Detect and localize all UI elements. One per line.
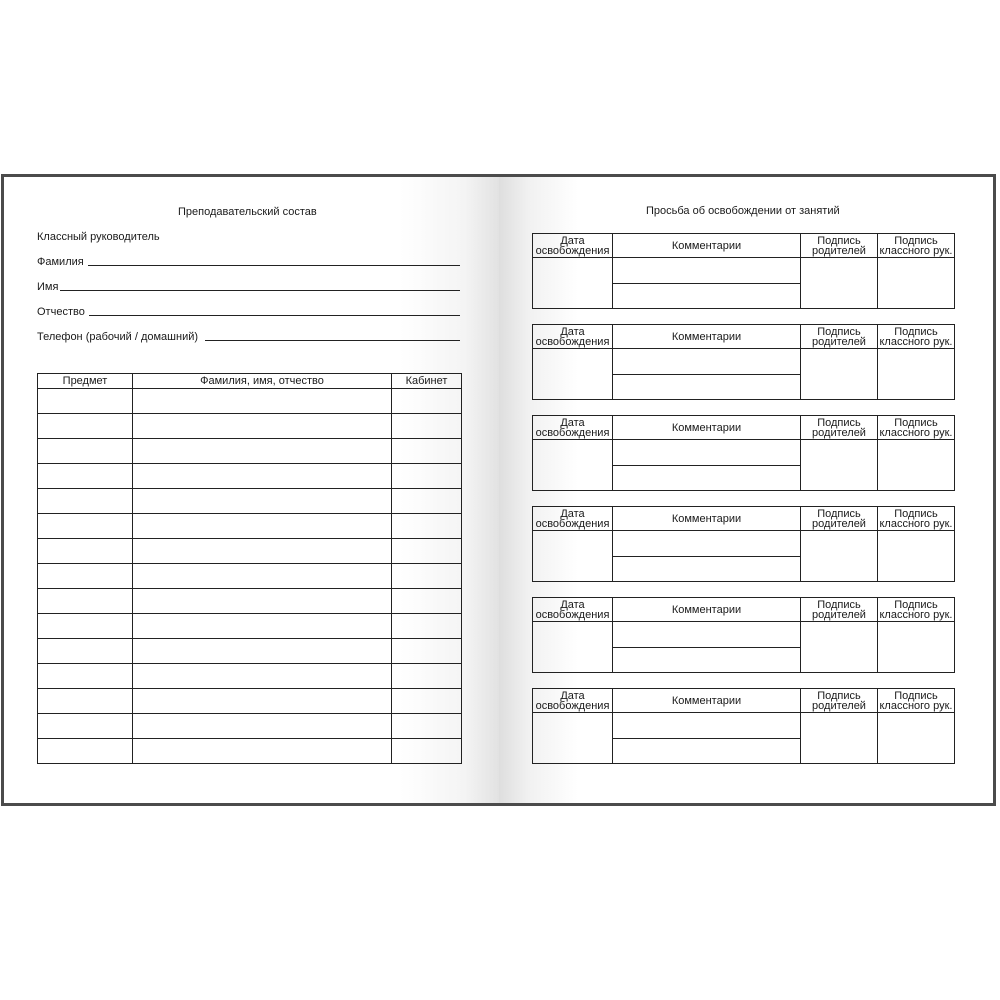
teacher-signature-line1: Подпись	[894, 507, 938, 520]
comment-cell[interactable]	[613, 258, 801, 283]
parent-signature-header	[801, 689, 878, 713]
teacher-signature-header	[878, 598, 955, 622]
teacher-signature-header	[878, 325, 955, 349]
table-row	[38, 389, 462, 414]
release-request-block	[532, 233, 955, 309]
date-header-line1: Дата	[560, 416, 585, 429]
subject-cell[interactable]	[38, 389, 133, 414]
room-cell[interactable]	[392, 464, 462, 489]
table-header-row	[38, 374, 462, 389]
class-teacher-label: Классный руководитель	[37, 231, 160, 243]
comments-header: Комментарии	[613, 325, 801, 349]
date-cell[interactable]	[533, 713, 613, 764]
left-page-title: Преподавательский состав	[178, 206, 317, 218]
name-label: Имя	[37, 281, 59, 293]
date-header-line2: освобождения	[535, 608, 610, 621]
date-header	[533, 234, 613, 258]
room-cell[interactable]	[392, 589, 462, 614]
date-header-line1: Дата	[560, 507, 585, 520]
date-header-line1: Дата	[560, 598, 585, 611]
subject-cell[interactable]	[38, 714, 133, 739]
room-cell[interactable]	[392, 539, 462, 564]
teacher-signature-cell[interactable]	[878, 713, 955, 764]
table-row	[38, 414, 462, 439]
fullname-cell[interactable]	[133, 664, 392, 689]
comment-cell[interactable]	[613, 531, 801, 556]
name-field-line[interactable]	[60, 290, 460, 291]
fullname-cell[interactable]	[133, 739, 392, 764]
date-cell[interactable]	[533, 349, 613, 400]
room-cell[interactable]	[392, 689, 462, 714]
patronymic-field-line[interactable]	[89, 315, 460, 316]
comments-header: Комментарии	[613, 234, 801, 258]
fullname-cell[interactable]	[133, 389, 392, 414]
subject-cell[interactable]	[38, 489, 133, 514]
comments-header: Комментарии	[613, 689, 801, 713]
subject-cell[interactable]	[38, 689, 133, 714]
comment-cell[interactable]	[613, 283, 801, 308]
fullname-cell[interactable]	[133, 439, 392, 464]
table-row	[38, 614, 462, 639]
parent-signature-cell[interactable]	[801, 349, 878, 400]
parent-signature-line1: Подпись	[817, 507, 861, 520]
column-header-subject: Предмет	[38, 374, 133, 389]
teacher-signature-line1: Подпись	[894, 325, 938, 338]
teacher-signature-cell[interactable]	[878, 258, 955, 309]
room-cell[interactable]	[392, 714, 462, 739]
table-row	[38, 439, 462, 464]
fullname-cell[interactable]	[133, 639, 392, 664]
surname-field-line[interactable]	[88, 265, 460, 266]
parent-signature-line2: родителей	[812, 699, 866, 712]
date-header	[533, 689, 613, 713]
release-request-block	[532, 324, 955, 400]
teacher-signature-line2: классного рук.	[879, 335, 953, 348]
date-cell[interactable]	[533, 258, 613, 309]
teacher-signature-line1: Подпись	[894, 234, 938, 247]
subject-cell[interactable]	[38, 589, 133, 614]
fullname-cell[interactable]	[133, 564, 392, 589]
subject-cell[interactable]	[38, 539, 133, 564]
column-header-fullname: Фамилия, имя, отчество	[133, 374, 392, 389]
table-row	[38, 639, 462, 664]
teacher-signature-line2: классного рук.	[879, 608, 953, 621]
fullname-cell[interactable]	[133, 539, 392, 564]
subject-cell[interactable]	[38, 514, 133, 539]
date-header	[533, 325, 613, 349]
release-request-block	[532, 415, 955, 491]
right-page-title: Просьба об освобождении от занятий	[646, 205, 840, 217]
comment-cell[interactable]	[613, 349, 801, 374]
comment-cell[interactable]	[613, 647, 801, 672]
date-cell[interactable]	[533, 622, 613, 673]
teacher-signature-line2: классного рук.	[879, 244, 953, 257]
teacher-signature-cell[interactable]	[878, 349, 955, 400]
parent-signature-header	[801, 598, 878, 622]
table-row	[38, 489, 462, 514]
fullname-cell[interactable]	[133, 414, 392, 439]
date-header	[533, 598, 613, 622]
parent-signature-line1: Подпись	[817, 416, 861, 429]
parent-signature-header	[801, 507, 878, 531]
room-cell[interactable]	[392, 489, 462, 514]
date-header-line1: Дата	[560, 689, 585, 702]
table-row	[38, 739, 462, 764]
fullname-cell[interactable]	[133, 464, 392, 489]
date-header	[533, 507, 613, 531]
parent-signature-line2: родителей	[812, 608, 866, 621]
room-cell[interactable]	[392, 614, 462, 639]
phone-label: Телефон (рабочий / домашний)	[37, 331, 199, 343]
table-row	[38, 539, 462, 564]
teacher-signature-line1: Подпись	[894, 598, 938, 611]
surname-label: Фамилия	[37, 256, 84, 268]
room-cell[interactable]	[392, 414, 462, 439]
fullname-cell[interactable]	[133, 714, 392, 739]
room-cell[interactable]	[392, 514, 462, 539]
date-cell[interactable]	[533, 440, 613, 491]
table-row	[38, 689, 462, 714]
parent-signature-header	[801, 416, 878, 440]
parent-signature-cell[interactable]	[801, 440, 878, 491]
teacher-signature-line1: Подпись	[894, 416, 938, 429]
parent-signature-cell[interactable]	[801, 622, 878, 673]
subject-cell[interactable]	[38, 614, 133, 639]
parent-signature-cell[interactable]	[801, 713, 878, 764]
parent-signature-header	[801, 325, 878, 349]
parent-signature-line2: родителей	[812, 335, 866, 348]
parent-signature-cell[interactable]	[801, 258, 878, 309]
comment-cell[interactable]	[613, 713, 801, 738]
date-header-line1: Дата	[560, 325, 585, 338]
comment-cell[interactable]	[613, 374, 801, 399]
parent-signature-line1: Подпись	[817, 234, 861, 247]
parent-signature-line2: родителей	[812, 517, 866, 530]
teacher-signature-cell[interactable]	[878, 622, 955, 673]
comment-cell[interactable]	[613, 465, 801, 490]
subject-cell[interactable]	[38, 414, 133, 439]
parent-signature-line2: родителей	[812, 426, 866, 439]
table-row	[38, 664, 462, 689]
subject-cell[interactable]	[38, 439, 133, 464]
fullname-cell[interactable]	[133, 489, 392, 514]
comments-header: Комментарии	[613, 416, 801, 440]
release-request-block	[532, 506, 955, 582]
release-request-block	[532, 688, 955, 764]
subject-cell[interactable]	[38, 639, 133, 664]
date-header-line2: освобождения	[535, 517, 610, 530]
parent-signature-cell[interactable]	[801, 531, 878, 582]
teacher-signature-header	[878, 689, 955, 713]
release-request-block	[532, 597, 955, 673]
teacher-signature-cell[interactable]	[878, 440, 955, 491]
teachers-table	[37, 373, 462, 764]
parent-signature-line1: Подпись	[817, 689, 861, 702]
comment-cell[interactable]	[613, 738, 801, 763]
patronymic-label: Отчество	[37, 306, 85, 318]
fullname-cell[interactable]	[133, 514, 392, 539]
fullname-cell[interactable]	[133, 689, 392, 714]
room-cell[interactable]	[392, 389, 462, 414]
teacher-signature-header	[878, 416, 955, 440]
teacher-signature-line2: классного рук.	[879, 699, 953, 712]
date-header-line2: освобождения	[535, 426, 610, 439]
phone-field-line[interactable]	[205, 340, 460, 341]
date-cell[interactable]	[533, 531, 613, 582]
table-row	[38, 714, 462, 739]
date-header-line1: Дата	[560, 234, 585, 247]
teacher-signature-line2: классного рук.	[879, 426, 953, 439]
date-header-line2: освобождения	[535, 335, 610, 348]
subject-cell[interactable]	[38, 664, 133, 689]
comments-header: Комментарии	[613, 507, 801, 531]
fullname-cell[interactable]	[133, 589, 392, 614]
parent-signature-line1: Подпись	[817, 598, 861, 611]
column-header-room: Кабинет	[392, 374, 462, 389]
table-row	[38, 589, 462, 614]
table-row	[38, 564, 462, 589]
teacher-signature-header	[878, 507, 955, 531]
date-header	[533, 416, 613, 440]
comment-cell[interactable]	[613, 440, 801, 465]
date-header-line2: освобождения	[535, 699, 610, 712]
subject-cell[interactable]	[38, 464, 133, 489]
room-cell[interactable]	[392, 564, 462, 589]
fullname-cell[interactable]	[133, 614, 392, 639]
parent-signature-line1: Подпись	[817, 325, 861, 338]
room-cell[interactable]	[392, 639, 462, 664]
parent-signature-header	[801, 234, 878, 258]
room-cell[interactable]	[392, 439, 462, 464]
parent-signature-line2: родителей	[812, 244, 866, 257]
date-header-line2: освобождения	[535, 244, 610, 257]
teacher-signature-cell[interactable]	[878, 531, 955, 582]
table-row	[38, 514, 462, 539]
teacher-signature-line1: Подпись	[894, 689, 938, 702]
comment-cell[interactable]	[613, 556, 801, 581]
room-cell[interactable]	[392, 664, 462, 689]
room-cell[interactable]	[392, 739, 462, 764]
subject-cell[interactable]	[38, 739, 133, 764]
subject-cell[interactable]	[38, 564, 133, 589]
teacher-signature-header	[878, 234, 955, 258]
table-row	[38, 464, 462, 489]
teacher-signature-line2: классного рук.	[879, 517, 953, 530]
comment-cell[interactable]	[613, 622, 801, 647]
comments-header: Комментарии	[613, 598, 801, 622]
